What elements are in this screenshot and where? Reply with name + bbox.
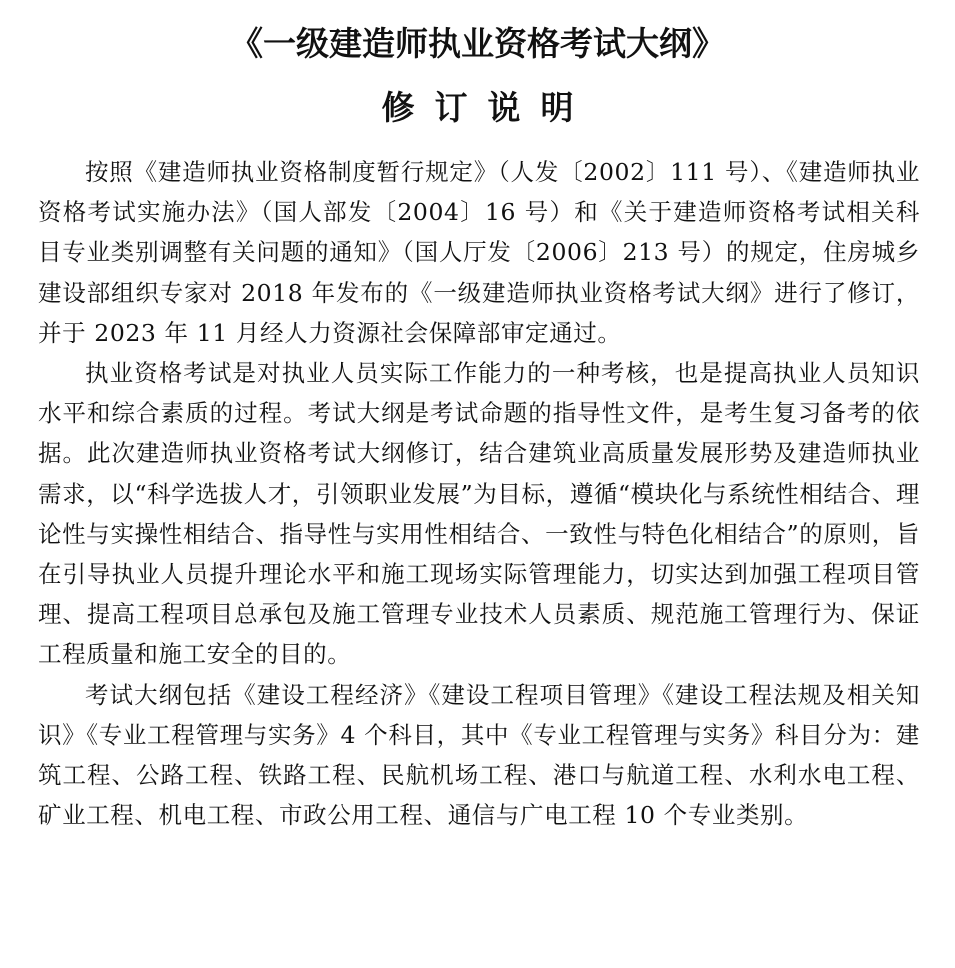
document-subtitle: 修订说明 bbox=[381, 88, 594, 127]
paragraph-revision-purpose: 执业资格考试是对执业人员实际工作能力的一种考核，也是提高执业人员知识水平和综合素质的过程。考试大纲是考试命题的指导性文件，是考生复习备考的依据。此次建造师执业资格考试大纲修订，结合建筑业高质量发展形势及建造师执业需求，以“科学选拔人才，引领职业发展”为目标，遵循“模块化与系统性相结合、理论性与实操性相结合、指导性与实用性相结合、一致性与特色化相结合”的原则，旨在引导执业人员提升理论水平和施工现场实际管理能力，切实达到加强工程项目管理、提高工程项目总承包及施工管理专业技术人员素质、规范施工管理行为、保证工程质量和施工安全的目的。 bbox=[38, 359, 920, 669]
paragraph-legal-basis: 按照《建造师执业资格制度暂行规定》（人发〔2002〕111 号）、《建造师执业资格考试实施办法》（国人部发〔2004〕16 号）和《关于建造师资格考试相关科目专业类别调整有关问题的通知》（国人厅发〔2006〕213 号）的规定，住房城乡建设部组织专家对 2018 年发布的《一级建造师执业资格考试大纲》进行了修订，并于 2023 年 11 月经人力资源社会保障部审定通过。 bbox=[38, 158, 920, 347]
document-body bbox=[38, 152, 920, 835]
paragraph-exam-subjects: 考试大纲包括《建设工程经济》《建设工程项目管理》《建设工程法规及相关知识》《专业工程管理与实务》4 个科目，其中《专业工程管理与实务》科目分为：建筑工程、公路工程、铁路工程、民航机场工程、港口与航道工程、水利水电工程、矿业工程、机电工程、市政公用工程、通信与广电工程 10 个专业类别。 bbox=[38, 680, 920, 830]
document-title: 《一级建造师执业资格考试大纲》 bbox=[230, 24, 725, 63]
